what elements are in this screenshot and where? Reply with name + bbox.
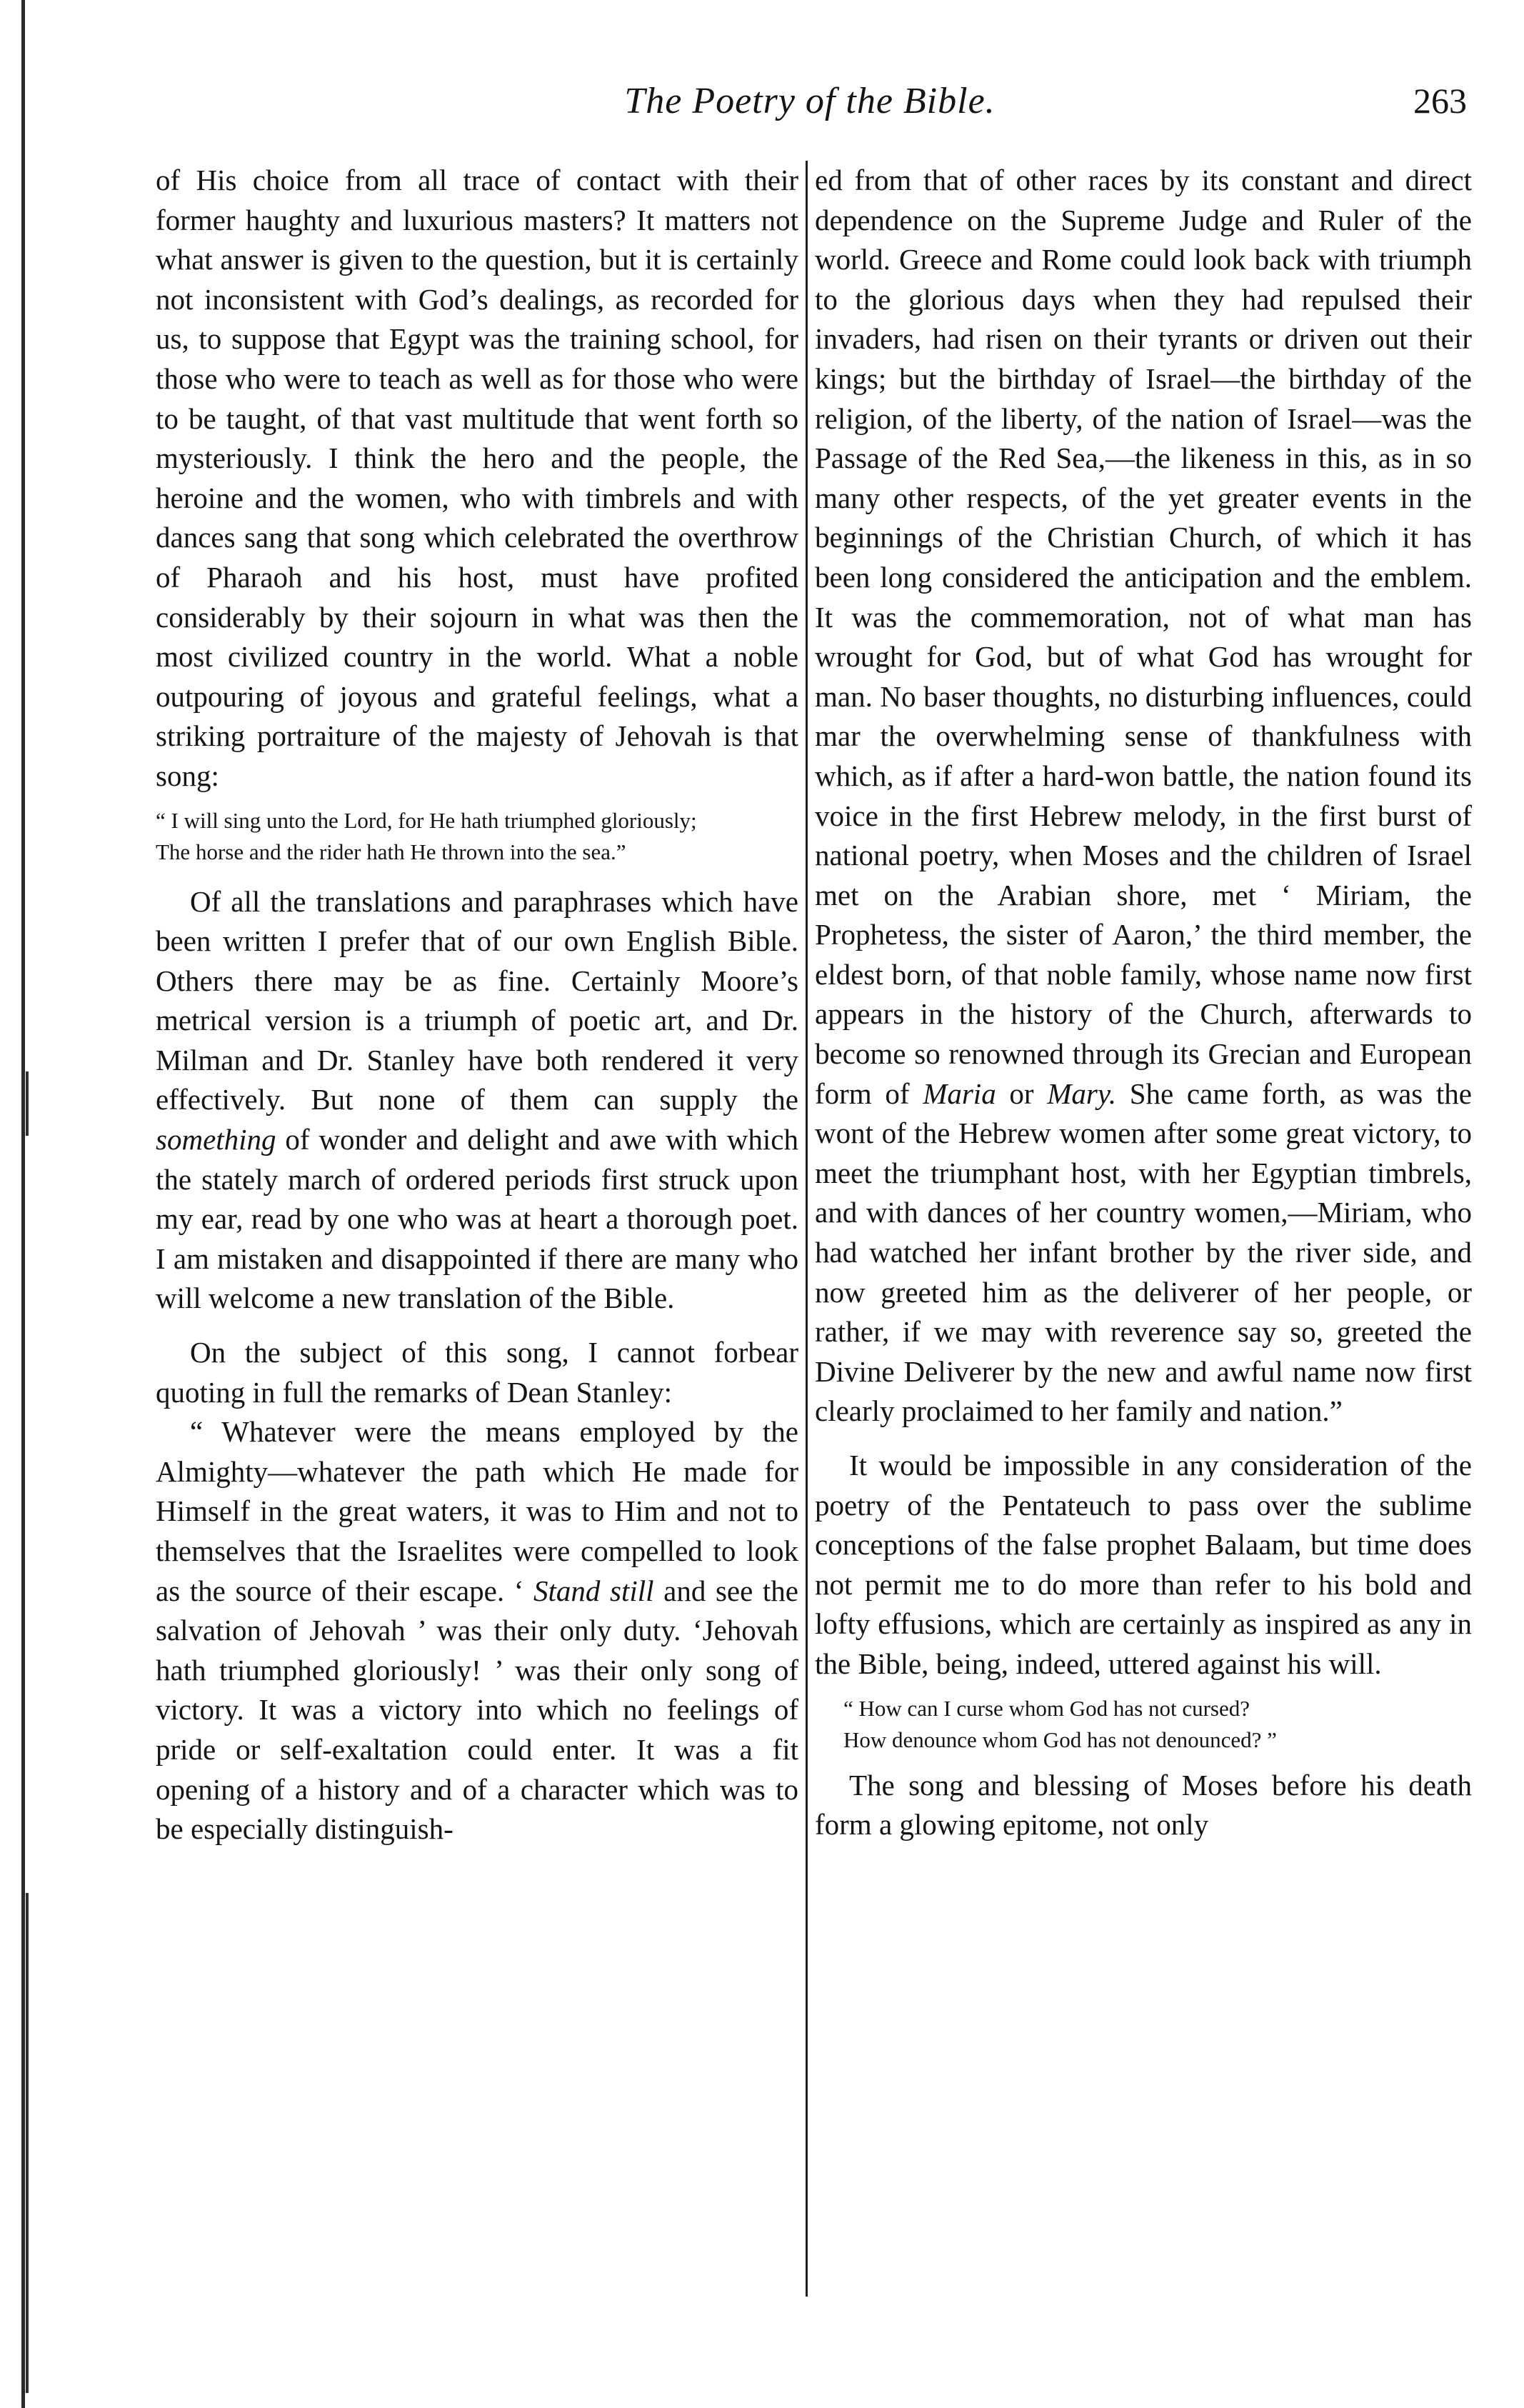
italic-text: Maria — [923, 1076, 996, 1110]
verse-quotation — [156, 805, 798, 868]
text-run: or — [996, 1076, 1048, 1110]
italic-text: something — [156, 1123, 276, 1156]
text-run: Of all the translations and paraphrases which have been written I prefer that of our own English Bible. Others there may be as fine. Certainly Moore’s metrical version is a triumph of poetic art, and Dr. Milman and Dr. Stanley have both rendered it very effectively. But none of them can supply the — [156, 884, 798, 1116]
text-run: and see the salvation of Jehovah ’ was their only duty. ‘Jehovah hath triumphed gloriously! ’ was their only song of victory. It was a victory into which no feelings of pride or self-exaltation could enter. It was a fit opening of a history and of a character which was to be especially distinguish- — [156, 1574, 798, 1846]
verse-quotation — [843, 1693, 1472, 1756]
paragraph: On the subject of this song, I cannot forbear quoting in full the remarks of Dean Stanley: — [156, 1336, 798, 1409]
page-number: 263 — [1413, 81, 1467, 121]
italic-text: Stand still — [533, 1574, 654, 1607]
paragraph: The song and blessing of Moses before his death form a glowing epitome, not only — [815, 1768, 1472, 1842]
paragraph: It would be impossible in any consideration of the poetry of the Pentateuch to pass over the sublime conceptions of the false prophet Balaam, but time does not permit me to do more than refer to his bold and lofty effusions, which are certainly as inspired as any in the Bible, being, indeed, uttered against his will. — [815, 1449, 1472, 1680]
verse-line: How denounce whom God has not denounced? ” — [843, 1727, 1277, 1752]
paragraph — [156, 1412, 798, 1849]
italic-text: Mary. — [1047, 1076, 1117, 1110]
paragraph: of His choice from all trace of contact with their former haughty and luxurious masters? It matters not what answer is given to the question, but it is certainly not inconsistent with God’s dealings, as recorded for us, to suppose that Egypt was the training school, for those who were to teach as well as for those who were to be taught, of that vast multitude that went forth so mysteriously. I think the hero and the people, the heroine and the women, who with timbrels and with dances sang that song which celebrated the overthrow of Pharaoh and his host, must have profited considerably by their sojourn in what was then the most civilized country in the world. What a noble outpouring of joyous and grateful feelings, what a striking portraiture of the majesty of Jehovah is that song: — [156, 164, 798, 792]
verse-line: The horse and the rider hath He thrown into the sea.” — [156, 839, 626, 864]
paragraph — [156, 882, 798, 1319]
text-run: “ Whatever were the means employed by the Almighty—whatever the path which He made for Himself in the great waters, it was to Him and not to themselves that the Israelites were compelled to look as the source of their escape. ‘ — [156, 1415, 798, 1607]
text-run: ed from that of other races by its constant and direct dependence on the Supreme Judge and Ruler of the world. Greece and Rome could look back with triumph to the glorious days when they had repulsed their invaders, had risen on their tyrants or driven out their kings; but the birthday of Israel—the birthday of the religion, of the liberty, of the nation of Israel—was the Passage of the Red Sea,—the likeness in this, as in so many other respects, of the yet greater events in the beginnings of the Christian Church, of which it has been long considered the anticipation and the emblem. It was the commemoration, not of what man has wrought for God, but of what God has wrought for man. No baser thoughts, no disturbing influences, could mar the overwhelming sense of thankfulness with which, as if after a hard-won battle, the nation found its voice in the first Hebrew melody, in the first burst of national poetry, when Moses and the children of Israel met on the Arabian shore, met ‘ Miriam, the Prophetess, the sister of Aaron,’ the third member, the eldest born, of that noble family, whose name now first appears in the history of the Church, afterwards to become so renowned through its Grecian and European form of — [815, 164, 1472, 1110]
text-run: She came forth, as was the wont of the Hebrew women after some great victory, to meet the triumphant host, with her Egyptian timbrels, and with dances of her country women,—Miriam, who had watched her infant brother by the river side, and now greeted him as the deliverer of her people, or rather, if we may with reverence say so, greeted the Divine Deliverer by the new and awful name now first clearly proclaimed to her family and nation.” — [815, 1076, 1473, 1428]
text-run: of wonder and delight and awe with which the stately march of ordered periods first struck upon my ear, read by one who was at heart a thorough poet. I am mistaken and disappointed if there are many who will welcome a new translation of the Bible. — [156, 1123, 798, 1315]
paragraph — [815, 161, 1472, 1432]
binding-mark — [26, 1893, 29, 2393]
binding-mark — [26, 1071, 29, 1136]
left-column — [156, 161, 798, 1849]
right-column — [815, 161, 1472, 1845]
running-title: The Poetry of the Bible. — [624, 81, 996, 121]
binding-edge — [21, 0, 25, 2408]
verse-line: “ I will sing unto the Lord, for He hath triumphed gloriously; — [156, 807, 697, 833]
column-rule — [806, 161, 808, 2297]
running-head — [153, 80, 1467, 130]
verse-line: “ How can I curse whom God has not cursed? — [843, 1695, 1250, 1721]
